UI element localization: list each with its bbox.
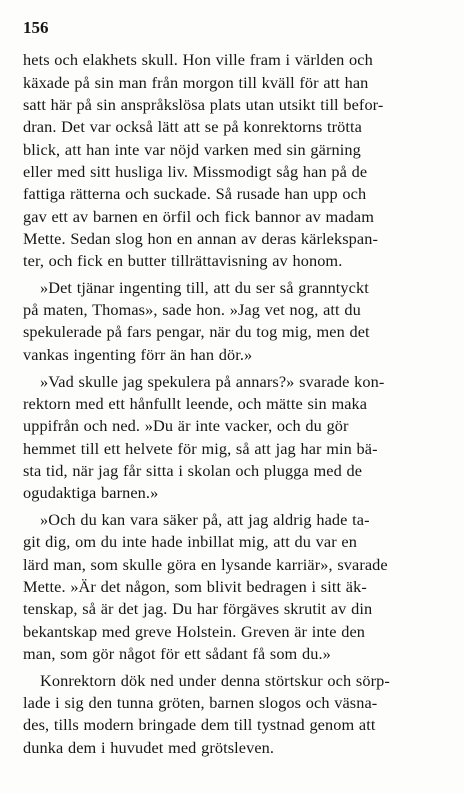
text-line: käxade på sin man från morgon till kväll för att han xyxy=(23,73,369,92)
text-line: hemmet till ett helvete för mig, så att jag har min bä- xyxy=(23,439,378,458)
text-line: blick, att han inte var nöjd varken med sin gärning xyxy=(23,140,361,159)
text-line: git dig, om du inte hade inbillat mig, att du var en xyxy=(23,532,358,551)
text-line: lärd man, som skulle göra en lysande karriär», svarade xyxy=(23,555,388,574)
text-line: dran. Det var också lätt att se på konrektorns trötta xyxy=(23,117,362,136)
text-line: dunka dem i huvudet med grötsleven. xyxy=(23,738,275,757)
text-line: spekulerade på fars pengar, när du tog mig, men det xyxy=(23,322,370,341)
text-line: »Och du kan vara säker på, att jag aldrig hade ta- xyxy=(40,510,370,529)
text-line: ogudaktiga barnen.» xyxy=(23,483,159,502)
text-line: »Det tjänar ingenting till, att du ser så granntyckt xyxy=(40,278,369,297)
text-line: på maten, Thomas», sade hon. »Jag vet nog, att du xyxy=(23,300,361,319)
text-line: fattiga rätterna och suckade. Så rusade han upp och xyxy=(23,184,367,203)
page-number: 156 xyxy=(23,18,49,37)
text-line: »Vad skulle jag spekulera på annars?» svarade kon- xyxy=(40,372,385,391)
text-line: eller med sitt husliga liv. Missmodigt såg han på de xyxy=(23,162,368,181)
text-line: bekantskap med greve Holstein. Greven är inte den xyxy=(23,622,366,641)
text-line: uppifrån och ned. »Du är inte vacker, och du gör xyxy=(23,416,349,435)
text-line: gav ett av barnen en örfil och fick bannor av madam xyxy=(23,207,374,226)
text-line: vankas ingenting förr än han dör.» xyxy=(23,345,253,364)
text-line: man, som gör något för ett sådant få som du.» xyxy=(23,644,331,663)
text-line: Mette. Sedan slog hon en annan av deras kärlekspan- xyxy=(23,229,378,248)
text-line: rektorn med ett hånfullt leende, och mätte sin maka xyxy=(23,394,368,413)
text-line: satt här på sin anspråkslösa plats utan utsikt till befor- xyxy=(23,95,384,114)
text-line: sta tid, när jag får sitta i skolan och plugga med de xyxy=(23,461,363,480)
text-line: tenskap, så är det jag. Du har förgäves skrutit av din xyxy=(23,599,373,618)
text-line: ter, och fick en butter tillrättavisning av honom. xyxy=(23,251,343,270)
text-line: des, tills modern bringade dem till tystnad genom att xyxy=(23,715,376,734)
text-line: hets och elakhets skull. Hon ville fram i världen och xyxy=(23,50,373,69)
text-line: lade i sig den tunna gröten, barnen slogos och väsna- xyxy=(23,693,378,712)
text-line: Konrektorn dök ned under denna störtskur och sörp- xyxy=(40,671,390,690)
text-line: Mette. »Är det någon, som blivit bedragen i sitt äk- xyxy=(23,577,367,596)
